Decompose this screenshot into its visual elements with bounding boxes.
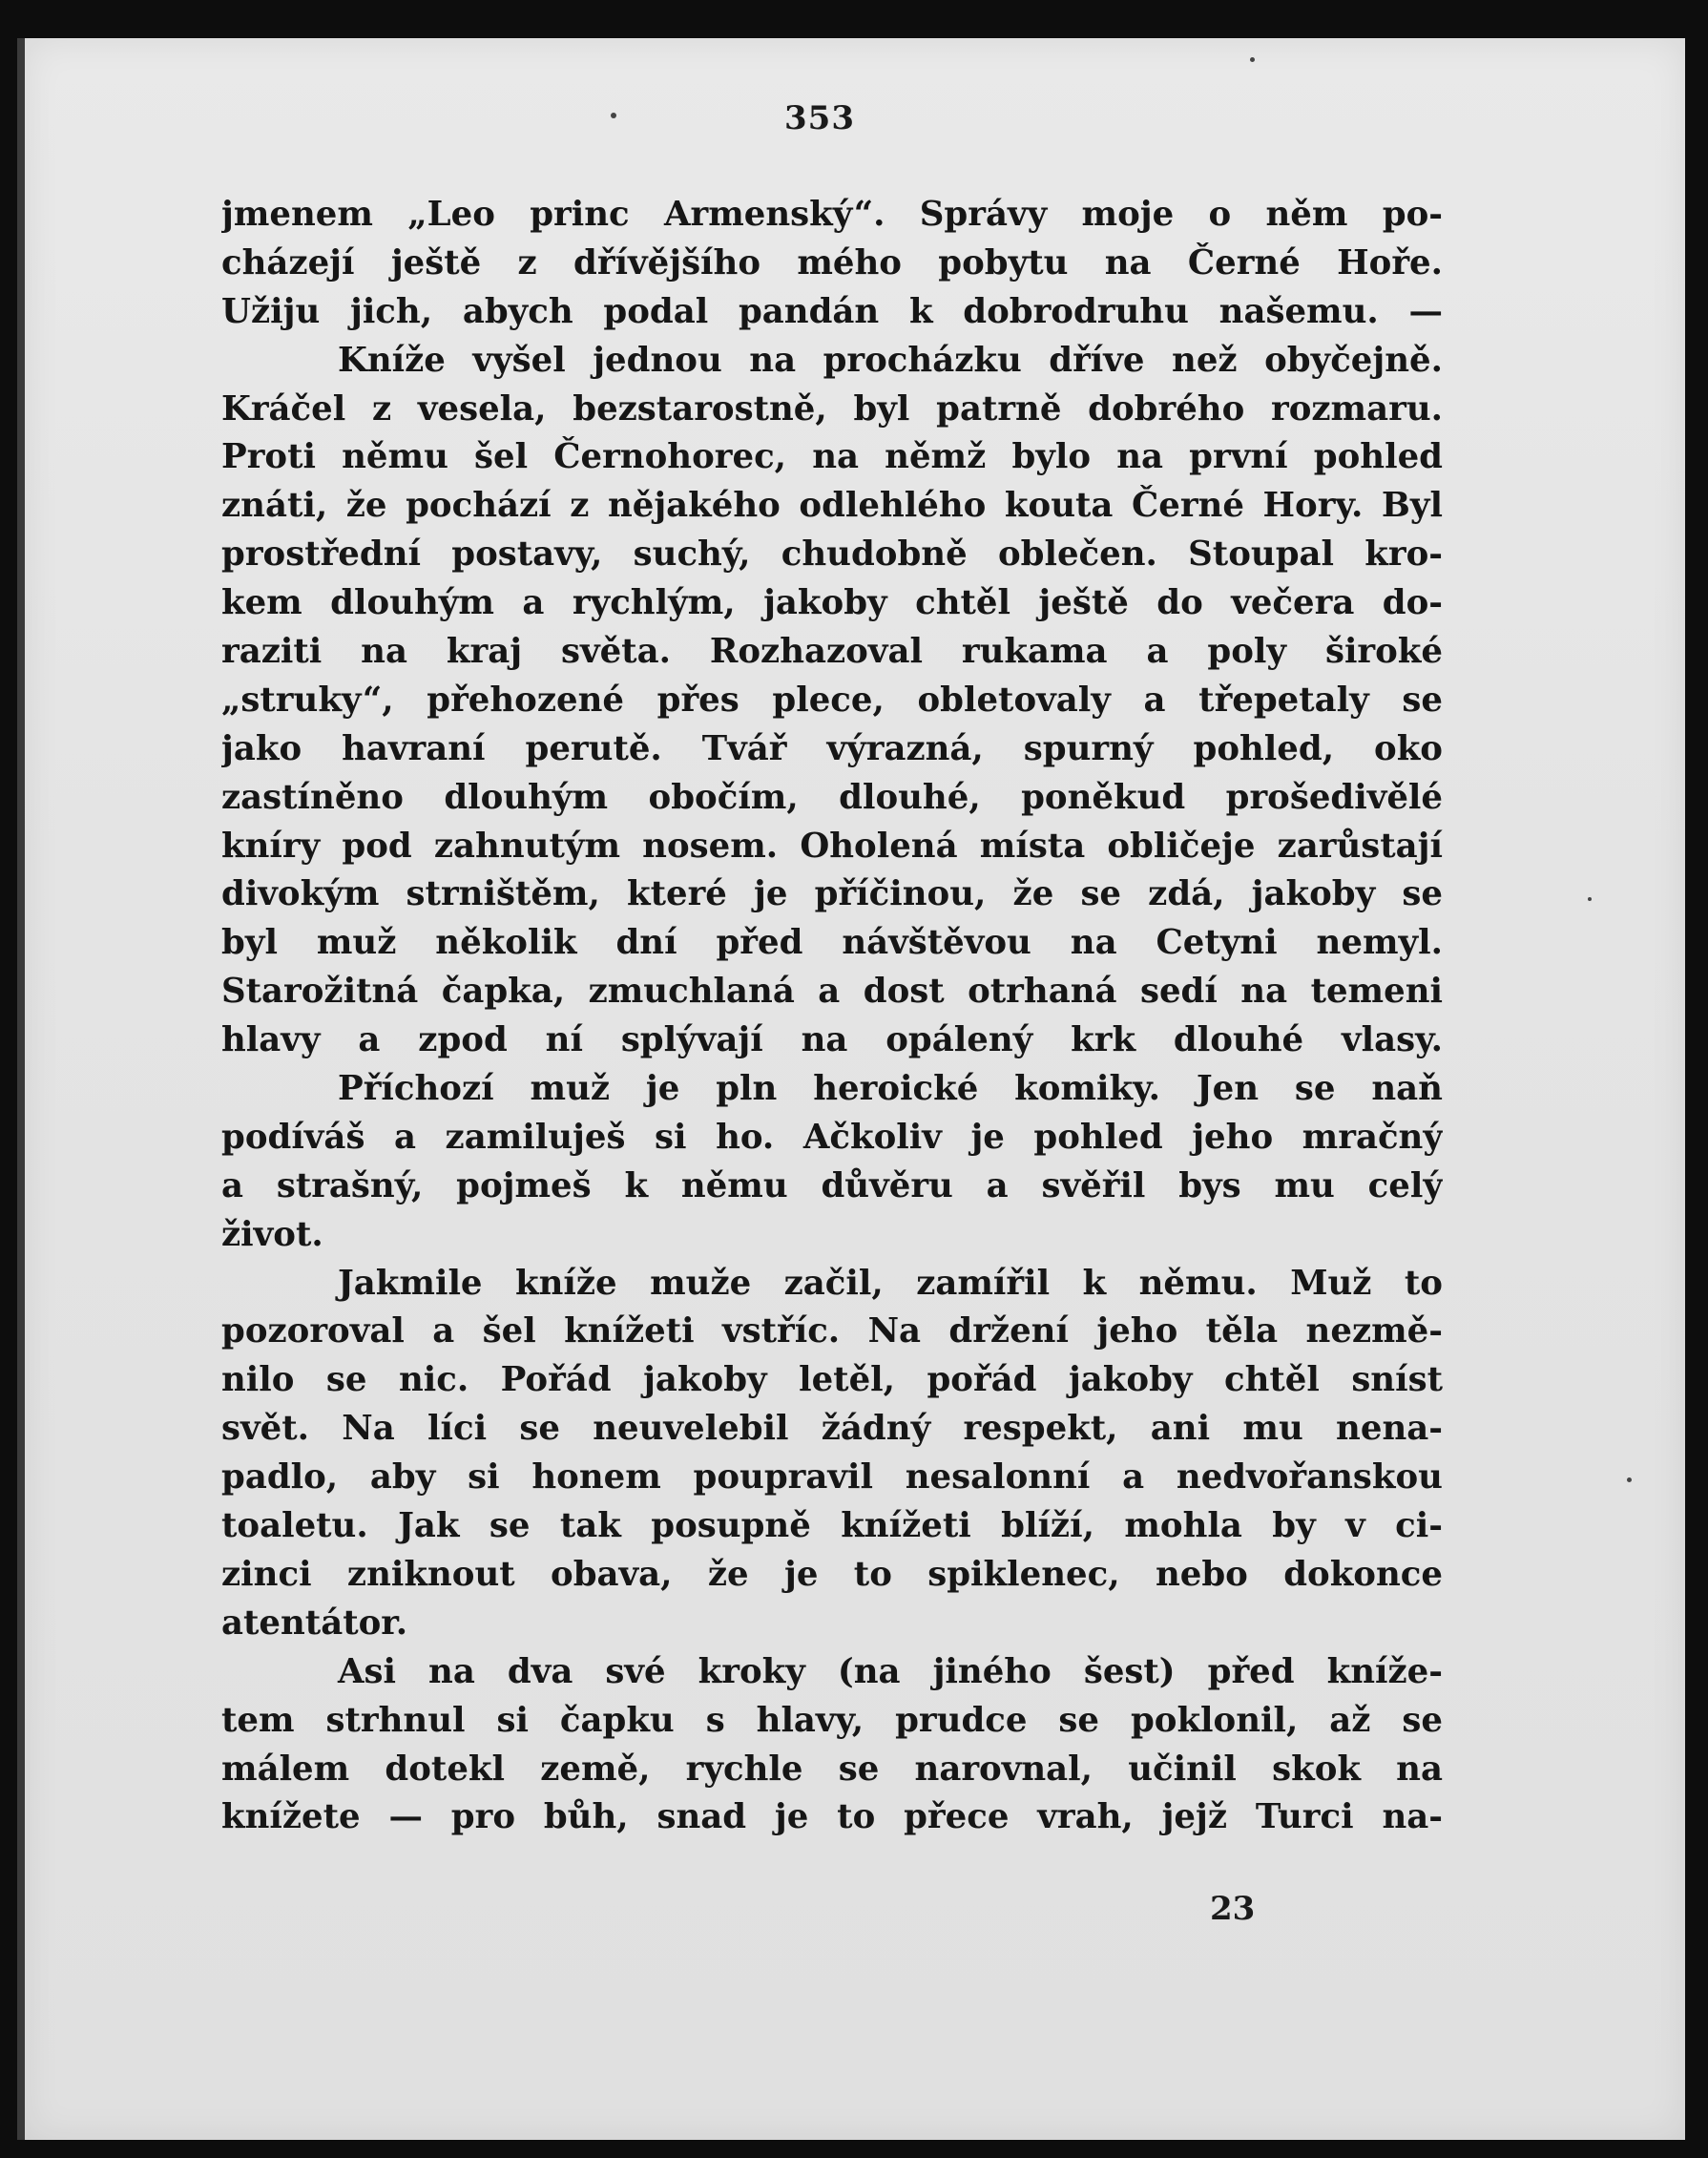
text-line: Užiju jich, abych podal pandán k dobrodruhu našemu. — — [221, 291, 1443, 331]
signature-mark: 23 — [1210, 1890, 1256, 1928]
text-line: Kráčel z vesela, bezstarostně, byl patrně dobrého rozmaru. — [221, 388, 1443, 429]
text-line: Jakmile kníže muže začil, zamířil k němu. Muž to — [338, 1263, 1443, 1303]
text-line: divokým strništěm, které je příčinou, že se zdá, jakoby se — [221, 874, 1443, 914]
text-line: Kníže vyšel jednou na procházku dříve než obyčejně. — [338, 340, 1443, 380]
text-line: Starožitná čapka, zmuchlaná a dost otrhaná sedí na temeni — [221, 972, 1443, 1012]
text-line: Příchozí muž je pln heroické komiky. Jen se naň — [338, 1069, 1443, 1109]
text-line: padlo, aby si honem poupravil nesalonní a nedvořanskou — [221, 1457, 1443, 1498]
text-line: zinci zniknout obava, že je to spiklenec, nebo dokonce — [221, 1554, 1443, 1594]
dust-speck — [1627, 1477, 1632, 1482]
text-line: málem dotekl země, rychle se narovnal, učinil skok na — [221, 1749, 1443, 1789]
dust-speck — [1250, 57, 1255, 62]
text-line: kníry pod zahnutým nosem. Oholená místa obličeje zarůstají — [221, 826, 1443, 866]
text-line: nilo se nic. Pořád jakoby letěl, pořád jakoby chtěl sníst — [221, 1360, 1443, 1400]
text-line: znáti, že pochází z nějakého odlehlého kouta Černé Hory. Byl — [221, 486, 1443, 526]
page-number: 353 — [784, 99, 855, 137]
text-line: život. — [221, 1214, 323, 1254]
text-line: byl muž několik dní před návštěvou na Cetyni nemyl. — [221, 923, 1443, 963]
text-line: tem strhnul si čapku s hlavy, prudce se poklonil, až se — [221, 1700, 1443, 1740]
text-line: „struky“, přehozené přes plece, obletovaly a třepetaly se — [221, 680, 1443, 720]
text-line: zastíněno dlouhým obočím, dlouhé, poněkud prošedivělé — [221, 777, 1443, 817]
body-text — [221, 191, 1443, 1842]
text-line: kem dlouhým a rychlým, jakoby chtěl ještě do večera do- — [221, 583, 1443, 623]
text-line: Asi na dva své kroky (na jiného šest) před kníže- — [338, 1651, 1443, 1691]
text-line: jmenem „Leo princ Armenský“. Správy moje o něm po- — [221, 195, 1443, 234]
text-line: prostřední postavy, suchý, chudobně oblečen. Stoupal kro- — [221, 534, 1443, 575]
text-line: toaletu. Jak se tak posupně knížeti blíží, mohla by v ci- — [221, 1506, 1443, 1546]
text-line: podíváš a zamiluješ si ho. Ačkoliv je pohled jeho mračný — [221, 1117, 1443, 1157]
text-line: cházejí ještě z dřívějšího mého pobytu na Černé Hoře. — [221, 242, 1443, 283]
text-line: knížete — pro bůh, snad je to přece vrah, jejž Turci na- — [221, 1797, 1443, 1837]
text-line: raziti na kraj světa. Rozhazoval rukama a poly široké — [221, 632, 1443, 672]
text-line: Proti němu šel Černohorec, na němž bylo na první pohled — [221, 437, 1443, 477]
text-line: atentátor. — [221, 1603, 408, 1643]
dust-speck — [611, 113, 616, 118]
text-line: hlavy a zpod ní splývají na opálený krk dlouhé vlasy. — [221, 1020, 1443, 1060]
text-line: jako havraní perutě. Tvář výrazná, spurný pohled, oko — [221, 728, 1443, 768]
text-line: svět. Na líci se neuvelebil žádný respekt, ani mu nena- — [221, 1409, 1443, 1449]
dust-speck — [1588, 897, 1592, 901]
text-line: a strašný, pojmeš k němu důvěru a svěřil bys mu celý — [221, 1165, 1443, 1205]
text-line: pozoroval a šel knížeti vstříc. Na držení jeho těla nezmě- — [221, 1311, 1443, 1351]
